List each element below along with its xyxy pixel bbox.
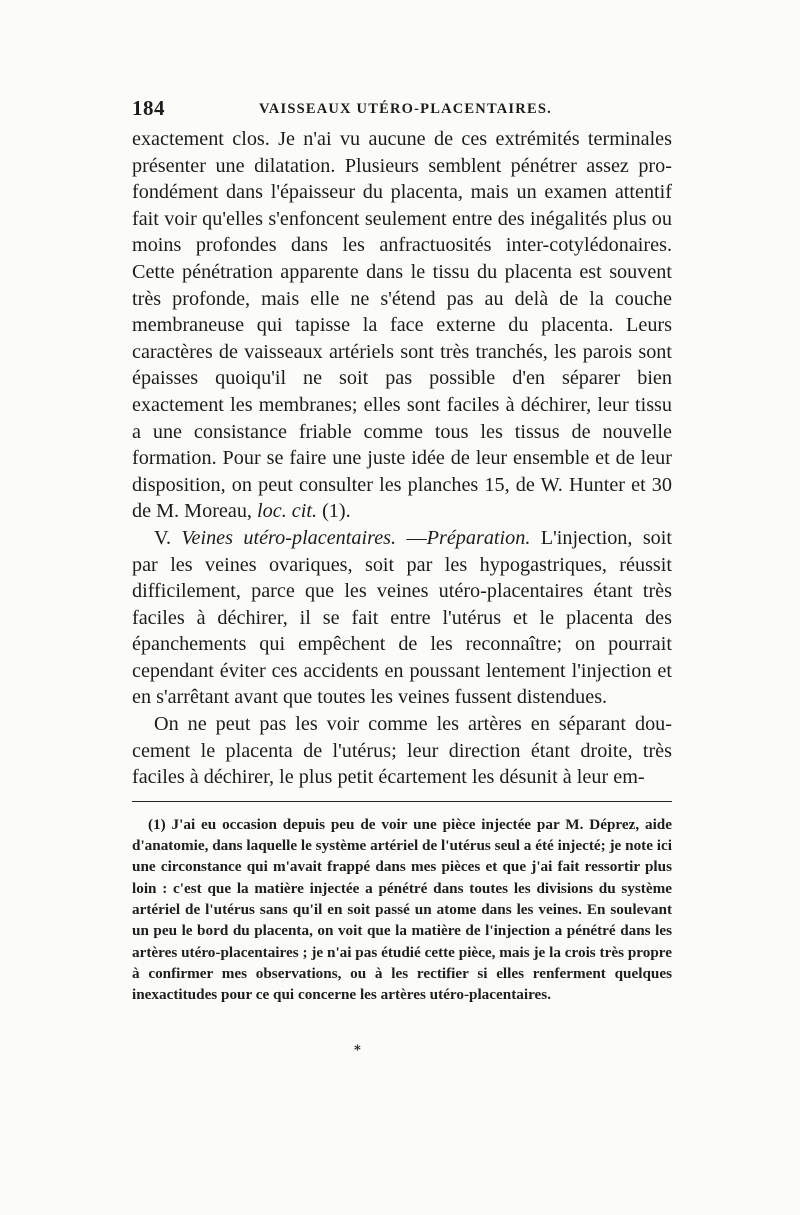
body-text: [132, 126, 672, 791]
page: [132, 96, 672, 1006]
running-header: [132, 96, 672, 124]
section-veines: [132, 525, 672, 711]
section-title: Veines utéro-placentaires.: [181, 526, 397, 549]
footnote-ref: (1).: [317, 500, 351, 523]
section-dash: —: [396, 526, 427, 549]
section-text: L'injection, soit par les veines ovariques, soit par les hypogastriques, réussit difficilement, parce que les veines utéro-placentaires étant très faciles à déchirer, il se fait entre l'utérus et le placenta des épanchements qui empêchent de les reconnaître; on pourrait cependant éviter ces accidents en poussant lentement l'injection et en s'arrêtant avant que toutes les veines fussent distendues.: [132, 526, 672, 709]
section-subtitle: Préparation.: [426, 526, 531, 549]
citation-loc-cit: loc. cit.: [257, 500, 318, 523]
section-number: V.: [154, 526, 172, 549]
footnote: [132, 814, 672, 1006]
footnote-rule: [132, 801, 672, 802]
running-title: VAISSEAUX UTÉRO-PLACENTAIRES.: [259, 101, 552, 117]
paragraph-veins-view: On ne peut pas les voir comme les artères en séparant doucement le placenta de l'utérus; leur direction étant droite, très faciles à déchirer, le plus petit écartement les désunit à leur em-: [132, 713, 672, 789]
page-number: 184: [132, 96, 165, 120]
paragraph-arteries-text: exactement clos. Je n'ai vu aucune de ces extrémités terminales présenter une dilatation. Plusieurs semblent pénétrer assez profondément dans l'épaisseur du placenta, mais un examen attentif fait voir qu'elles s'enfoncent seulement entre des inégalités plus ou moins profondes dans les anfractuosités inter-cotylédonaires. Cette pénétration apparente dans le tissu du placenta est souvent très profonde, mais elle ne s'étend pas au delà de la couche membraneuse qui tapisse la face externe du placenta. Leurs caractères de vaisseaux artériels sont très tranchés, les parois sont épaisses quoiqu'il ne soit pas possible d'en séparer bien exactement les membranes; elles sont faciles à déchirer, leur tissu a une consistance friable comme tous les tissus de nouvelle formation. Pour se faire une juste idée de leur ensemble et de leur disposition, on peut consulter les planches 15, de W. Hunter et 30 de M. Moreau,: [132, 128, 672, 523]
paragraph-arteries: [132, 126, 672, 525]
footnote-text: (1) J'ai eu occasion depuis peu de voir une pièce injectée par M. Déprez, aide d'anatomie, dans laquelle le système artériel de l'utérus seul a été injecté; je note ici une circonstance qui m'avait frappé dans mes pièces et que j'ai fait ressortir plus loin : c'est que la matière injectée a pénétré dans toutes les divisions du système artériel de l'utérus sans qu'il en soit passé un atome dans les veines. En soulevant un peu le bord du placenta, on voit que la matière de l'injection a pénétré dans les artères utéro-placentaires ; je n'ai pas étudié cette pièce, mais je la crois très propre à confirmer mes observations, ou à les rectifier si elles renferment quelques inexactitudes pour ce qui concerne les artères utéro-placentaires.: [132, 815, 672, 1004]
signature-mark: *: [354, 1043, 361, 1058]
